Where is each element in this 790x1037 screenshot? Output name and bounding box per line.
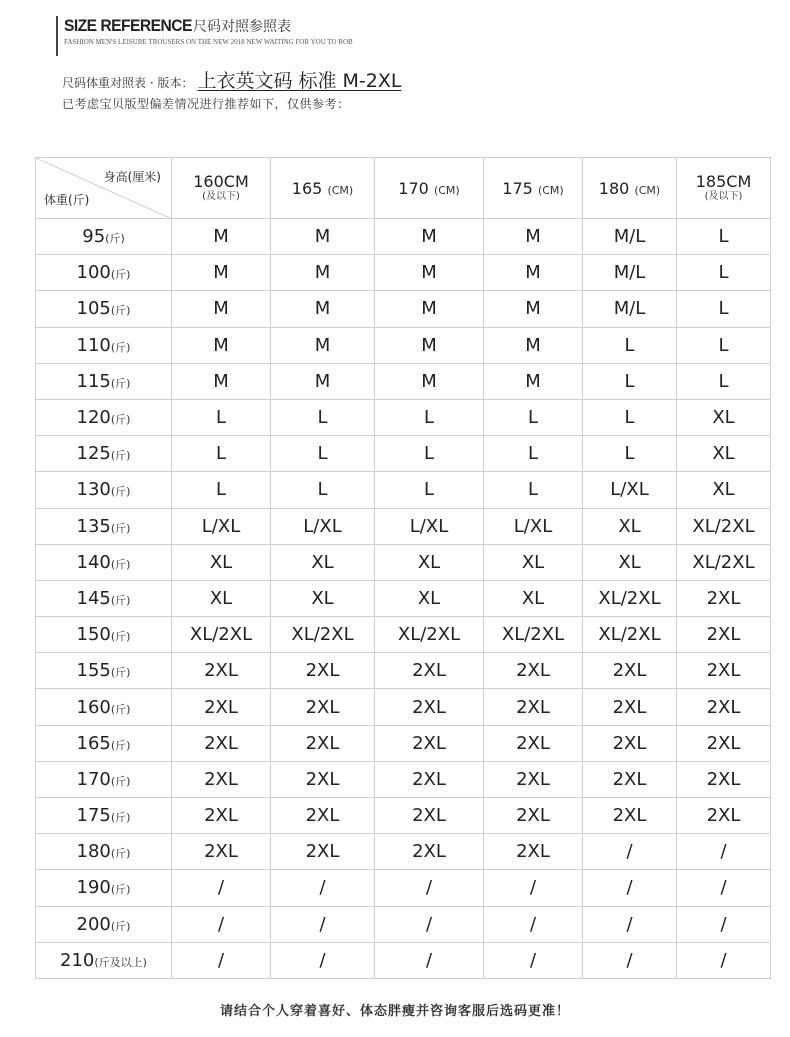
size-cell: 2XL: [484, 798, 583, 834]
size-cell: M/L: [583, 255, 677, 291]
col-header-main: 180: [598, 178, 630, 198]
weight-cell: [36, 363, 172, 399]
size-cell: XL: [677, 399, 771, 435]
size-cell: 2XL: [271, 834, 375, 870]
weight-cell: [36, 472, 172, 508]
weight-cell: [36, 870, 172, 906]
size-cell: L/XL: [375, 508, 484, 544]
weight-cell: [36, 219, 172, 255]
col-header-175: [484, 158, 583, 219]
weight-unit: (斤): [110, 847, 131, 861]
weight-unit: (斤): [110, 919, 131, 933]
size-cell: L: [583, 327, 677, 363]
size-cell: L: [677, 327, 771, 363]
size-cell: L: [484, 436, 583, 472]
corner-weight-label: 体重(斤): [44, 193, 90, 207]
footer-note: 请结合个人穿着喜好、体态胖瘦并咨询客服后选码更准！: [219, 1004, 570, 1019]
size-cell: M: [375, 363, 484, 399]
size-cell: 2XL: [271, 725, 375, 761]
size-cell: 2XL: [583, 689, 677, 725]
table-row: [36, 870, 771, 906]
size-cell: M: [271, 291, 375, 327]
weight-unit: (斤): [110, 268, 131, 282]
weight-unit: (斤): [110, 883, 131, 897]
size-cell: L: [271, 399, 375, 435]
size-cell: 2XL: [172, 653, 271, 689]
size-cell: L: [172, 436, 271, 472]
size-cell: /: [172, 906, 271, 942]
size-cell: L/XL: [271, 508, 375, 544]
weight-cell: [36, 906, 172, 942]
weight-value: 125: [76, 443, 111, 465]
size-cell: 2XL: [677, 798, 771, 834]
size-cell: M: [484, 327, 583, 363]
size-cell: M: [375, 255, 484, 291]
weight-unit: (斤): [110, 304, 131, 318]
header-row: [36, 158, 771, 219]
table-row: [36, 219, 771, 255]
size-cell: 2XL: [271, 798, 375, 834]
size-table-body: [36, 219, 771, 979]
size-cell: L: [677, 255, 771, 291]
weight-cell: [36, 291, 172, 327]
table-row: [36, 544, 771, 580]
header-title: [64, 16, 374, 36]
size-cell: /: [271, 906, 375, 942]
table-row: [36, 255, 771, 291]
table-row: [36, 327, 771, 363]
size-cell: XL: [484, 580, 583, 616]
size-cell: XL/2XL: [271, 617, 375, 653]
size-cell: 2XL: [271, 653, 375, 689]
size-cell: 2XL: [677, 580, 771, 616]
weight-value: 170: [76, 768, 111, 790]
size-cell: L/XL: [484, 508, 583, 544]
weight-unit: (斤): [110, 811, 131, 825]
weight-value: 200: [76, 913, 111, 935]
size-cell: 2XL: [484, 689, 583, 725]
size-cell: 2XL: [583, 653, 677, 689]
size-cell: XL/2XL: [583, 580, 677, 616]
size-cell: XL: [172, 544, 271, 580]
col-header-165: [271, 158, 375, 219]
size-cell: L: [172, 472, 271, 508]
size-cell: M: [375, 219, 484, 255]
size-cell: 2XL: [484, 761, 583, 797]
size-cell: XL/2XL: [583, 617, 677, 653]
size-cell: 2XL: [271, 761, 375, 797]
weight-unit: (斤): [110, 340, 131, 354]
weight-value: 135: [76, 515, 111, 537]
col-header-unit: (CM): [327, 183, 354, 197]
size-cell: /: [375, 870, 484, 906]
size-cell: 2XL: [172, 725, 271, 761]
weight-unit: (斤): [110, 593, 131, 607]
table-row: [36, 798, 771, 834]
size-cell: XL: [677, 472, 771, 508]
size-cell: L: [677, 291, 771, 327]
col-header-main: 160CM: [193, 172, 249, 191]
weight-cell: [36, 508, 172, 544]
header-subtitle: FASHION MEN'S LEISURE TROUSERS ON THE NEW 2018 NEW WAITING FOR YOU TO ROB: [64, 38, 353, 46]
weight-unit: (斤): [110, 630, 131, 644]
size-cell: XL: [583, 508, 677, 544]
table-row: [36, 580, 771, 616]
table-row: [36, 906, 771, 942]
size-cell: /: [583, 942, 677, 978]
weight-cell: [36, 255, 172, 291]
size-cell: /: [271, 942, 375, 978]
weight-cell: [36, 327, 172, 363]
size-cell: XL/2XL: [172, 617, 271, 653]
size-cell: 2XL: [375, 834, 484, 870]
col-header-unit: (CM): [433, 183, 460, 197]
size-cell: /: [271, 870, 375, 906]
size-cell: XL/2XL: [484, 617, 583, 653]
weight-cell: [36, 761, 172, 797]
weight-unit: (斤): [110, 738, 131, 752]
weight-cell: [36, 798, 172, 834]
size-cell: XL: [583, 544, 677, 580]
version-label: 尺码体重对照表 · 版本：: [62, 76, 194, 90]
size-cell: L: [484, 472, 583, 508]
size-cell: L/XL: [583, 472, 677, 508]
size-cell: 2XL: [677, 617, 771, 653]
size-cell: M: [172, 327, 271, 363]
col-header-main: 185CM: [695, 172, 752, 191]
weight-unit: (斤): [110, 376, 131, 390]
weight-value: 165: [76, 732, 111, 754]
size-cell: XL: [375, 544, 484, 580]
size-cell: L: [172, 399, 271, 435]
size-cell: M: [271, 255, 375, 291]
size-cell: XL: [271, 580, 375, 616]
corner-cell: [36, 158, 172, 219]
col-header-unit: (CM): [634, 183, 661, 197]
weight-cell: [36, 399, 172, 435]
size-cell: XL: [484, 544, 583, 580]
weight-value: 175: [76, 805, 111, 827]
weight-unit: (斤): [110, 413, 131, 427]
version-line: [62, 66, 401, 93]
size-cell: /: [484, 906, 583, 942]
size-cell: XL/2XL: [677, 544, 771, 580]
weight-cell: [36, 580, 172, 616]
col-header-main: 170: [398, 178, 429, 198]
weight-value: 105: [76, 298, 111, 320]
size-cell: 2XL: [172, 798, 271, 834]
version-value: 上衣英文码 标准 M-2XL: [197, 70, 402, 92]
size-cell: /: [172, 870, 271, 906]
col-header-sub: (及以下): [704, 191, 743, 202]
size-cell: M: [271, 219, 375, 255]
size-cell: L: [484, 399, 583, 435]
size-cell: M: [484, 255, 583, 291]
weight-value: 130: [76, 479, 111, 501]
weight-value: 115: [76, 370, 111, 392]
weight-value: 160: [76, 696, 111, 718]
col-header-160: [172, 158, 271, 219]
weight-unit: (斤): [110, 449, 131, 463]
col-header-sub: (及以下): [202, 191, 240, 202]
col-header-main: 165: [291, 178, 323, 198]
weight-unit: (斤): [110, 702, 131, 716]
size-cell: M: [375, 327, 484, 363]
size-cell: 2XL: [271, 689, 375, 725]
weight-unit: (斤): [110, 485, 131, 499]
size-cell: M: [172, 219, 271, 255]
size-cell: /: [583, 906, 677, 942]
size-cell: L: [677, 363, 771, 399]
col-header-180: [583, 158, 677, 219]
table-row: [36, 363, 771, 399]
weight-value: 110: [76, 334, 111, 356]
size-cell: M/L: [583, 291, 677, 327]
size-cell: 2XL: [172, 689, 271, 725]
size-cell: XL: [677, 436, 771, 472]
weight-value: 210: [60, 949, 95, 971]
table-row: [36, 761, 771, 797]
size-cell: /: [583, 834, 677, 870]
size-cell: /: [677, 906, 771, 942]
size-cell: L: [375, 436, 484, 472]
size-cell: 2XL: [375, 689, 484, 725]
size-cell: L: [583, 436, 677, 472]
table-row: [36, 472, 771, 508]
size-cell: L: [583, 363, 677, 399]
size-cell: 2XL: [677, 725, 771, 761]
weight-cell: [36, 834, 172, 870]
size-cell: XL/2XL: [677, 508, 771, 544]
weight-value: 155: [76, 660, 111, 682]
size-cell: M: [375, 291, 484, 327]
weight-unit: (斤): [110, 521, 131, 535]
size-cell: L: [271, 436, 375, 472]
col-header-170: [375, 158, 484, 219]
size-cell: 2XL: [484, 653, 583, 689]
size-cell: /: [677, 870, 771, 906]
size-cell: M: [484, 219, 583, 255]
size-cell: 2XL: [375, 725, 484, 761]
weight-cell: [36, 942, 172, 978]
table-row: [36, 942, 771, 978]
weight-cell: [36, 617, 172, 653]
weight-unit: (斤): [110, 557, 131, 571]
table-row: [36, 725, 771, 761]
weight-unit: (斤): [105, 232, 125, 246]
size-cell: /: [484, 870, 583, 906]
weight-value: 95: [82, 226, 106, 248]
size-cell: L: [583, 399, 677, 435]
size-cell: /: [677, 834, 771, 870]
size-cell: /: [375, 906, 484, 942]
table-row: [36, 399, 771, 435]
table-row: [36, 291, 771, 327]
size-cell: /: [172, 942, 271, 978]
size-cell: /: [677, 942, 771, 978]
size-cell: M/L: [583, 219, 677, 255]
size-cell: XL: [172, 580, 271, 616]
size-cell: M: [484, 291, 583, 327]
size-cell: M: [271, 327, 375, 363]
size-cell: 2XL: [677, 653, 771, 689]
recommend-note: 已考虑宝贝版型偏差情况进行推荐如下，仅供参考：: [62, 97, 350, 111]
col-header-unit: (CM): [537, 183, 564, 197]
size-cell: 2XL: [375, 653, 484, 689]
title-en: SIZE REFERENCE: [64, 16, 192, 35]
size-cell: 2XL: [677, 689, 771, 725]
weight-unit: (斤): [110, 774, 131, 788]
size-cell: M: [484, 363, 583, 399]
table-row: [36, 653, 771, 689]
size-chart-table: [35, 157, 771, 979]
size-reference-header: [56, 16, 374, 56]
weight-cell: [36, 544, 172, 580]
weight-value: 145: [76, 587, 111, 609]
size-cell: /: [375, 942, 484, 978]
size-cell: M: [271, 363, 375, 399]
corner-height-label: 身高(厘米): [103, 170, 161, 184]
size-cell: 2XL: [172, 834, 271, 870]
size-cell: M: [172, 363, 271, 399]
size-cell: 2XL: [484, 834, 583, 870]
size-cell: L: [677, 219, 771, 255]
size-cell: L/XL: [172, 508, 271, 544]
size-cell: 2XL: [484, 725, 583, 761]
size-cell: L: [271, 472, 375, 508]
size-cell: XL/2XL: [375, 617, 484, 653]
table-row: [36, 508, 771, 544]
weight-value: 190: [76, 877, 111, 899]
size-cell: 2XL: [375, 761, 484, 797]
table-row: [36, 689, 771, 725]
weight-cell: [36, 436, 172, 472]
weight-cell: [36, 653, 172, 689]
size-cell: 2XL: [583, 798, 677, 834]
size-cell: L: [375, 399, 484, 435]
weight-unit: (斤及以上): [94, 955, 147, 969]
size-cell: 2XL: [583, 761, 677, 797]
size-cell: L: [375, 472, 484, 508]
size-cell: 2XL: [583, 725, 677, 761]
weight-value: 100: [76, 262, 111, 284]
size-cell: 2XL: [375, 798, 484, 834]
size-cell: XL: [271, 544, 375, 580]
size-cell: 2XL: [172, 761, 271, 797]
col-header-185: [677, 158, 771, 219]
weight-cell: [36, 689, 172, 725]
table-row: [36, 834, 771, 870]
col-header-main: 175: [502, 178, 533, 198]
weight-value: 140: [76, 551, 111, 573]
size-cell: M: [172, 291, 271, 327]
table-row: [36, 617, 771, 653]
title-cn: 尺码对照参照表: [192, 19, 291, 35]
weight-unit: (斤): [110, 666, 131, 680]
size-cell: M: [172, 255, 271, 291]
weight-value: 120: [76, 407, 111, 429]
weight-value: 150: [76, 624, 111, 646]
weight-value: 180: [76, 841, 111, 863]
weight-cell: [36, 725, 172, 761]
size-cell: /: [583, 870, 677, 906]
size-cell: /: [484, 942, 583, 978]
size-cell: XL: [375, 580, 484, 616]
table-row: [36, 436, 771, 472]
size-cell: 2XL: [677, 761, 771, 797]
